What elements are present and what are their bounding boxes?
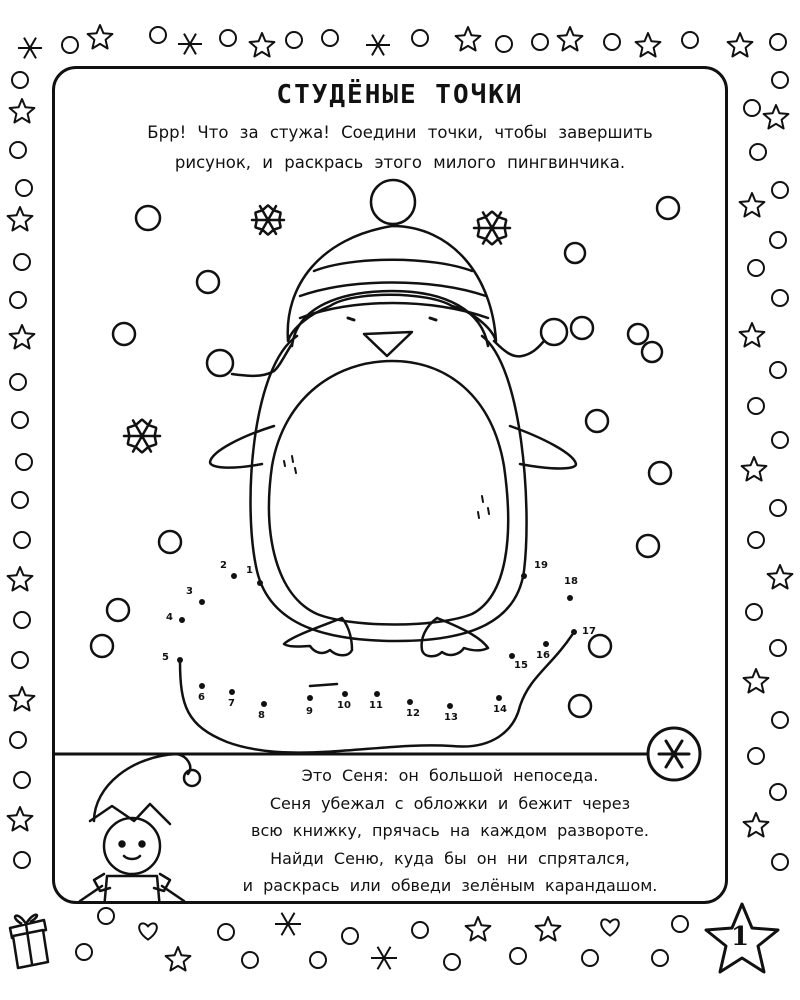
snowflake-icon (124, 206, 510, 453)
dot-label: 17 (582, 626, 596, 637)
elf-text-line-3: всю книжку, прячась на каждом развороте. (251, 821, 649, 840)
dot-point (374, 691, 380, 697)
dot-label: 19 (534, 560, 548, 571)
snowball-circle (113, 323, 135, 345)
dot-point (307, 695, 313, 701)
dot-point (257, 580, 263, 586)
circle-icon (150, 27, 166, 43)
dot-label: 3 (186, 586, 193, 597)
circle-icon (748, 398, 764, 414)
page-number: 1 (730, 922, 750, 952)
snowflake-icon (474, 212, 510, 244)
dot-point (509, 653, 515, 659)
circle-icon (746, 604, 762, 620)
circle-icon (582, 950, 598, 966)
circle-icon (16, 454, 32, 470)
heart-icon (139, 923, 157, 939)
page-title: СТУДЁНЫЕ ТОЧКИ (276, 80, 524, 110)
circle-icon (14, 254, 30, 270)
dot-point (342, 691, 348, 697)
star-icon (740, 323, 765, 347)
snowball-circle (657, 197, 679, 219)
circle-icon (770, 784, 786, 800)
elf-text-line-2: Сеня убежал с обложки и бежит через (269, 793, 631, 813)
snowball-circle (136, 206, 160, 230)
dot-label: 15 (514, 660, 528, 671)
dot-point (543, 641, 549, 647)
snowball-circle (107, 599, 129, 621)
star-icon (8, 807, 33, 831)
star-icon (88, 25, 113, 49)
circle-icon (10, 142, 26, 158)
dot-point (229, 689, 235, 695)
star-icon (744, 669, 769, 693)
circle-icon (14, 612, 30, 628)
dot-point (199, 599, 205, 605)
dot-point (177, 657, 183, 663)
snowflake-icon (252, 206, 284, 235)
circle-icon (14, 852, 30, 868)
ice-line (310, 684, 337, 686)
circle-icon (532, 34, 548, 50)
circle-icon (510, 948, 526, 964)
elf-instructions (200, 762, 700, 900)
penguin-belly (269, 361, 508, 625)
circle-icon (218, 924, 234, 940)
snowball-circle (628, 324, 648, 344)
circle-icon (62, 37, 78, 53)
snowball-circle (91, 635, 113, 657)
dot-label: 4 (166, 612, 173, 623)
dot-label: 13 (444, 712, 458, 723)
dot-point (231, 573, 237, 579)
circle-icon (286, 32, 302, 48)
dot-point (407, 699, 413, 705)
circle-icon (748, 748, 764, 764)
circle-icon (412, 922, 428, 938)
star-icon (10, 325, 35, 349)
snowflake-icon (178, 34, 202, 55)
snowball-circle (159, 531, 181, 553)
snowball-circles (91, 197, 679, 717)
snowball-circle (565, 243, 585, 263)
circle-icon (412, 30, 428, 46)
circle-icon (772, 182, 788, 198)
star-icon (558, 27, 583, 51)
snowflake-icon (371, 947, 397, 970)
dot-point (567, 595, 573, 601)
elf-text-line-1: Это Сеня: он большой непоседа. (301, 766, 599, 785)
snowflake-icon (275, 913, 301, 936)
star-icon (728, 33, 753, 57)
star-icon (536, 917, 561, 941)
penguin-beak (364, 332, 412, 356)
snowball-circle (571, 317, 593, 339)
dot-label: 7 (228, 698, 235, 709)
star-icon (636, 33, 661, 57)
penguin-head (292, 291, 488, 346)
circle-icon (672, 916, 688, 932)
star-icon (10, 687, 35, 711)
star-icon (456, 27, 481, 51)
circle-icon (310, 952, 326, 968)
circle-icon (12, 412, 28, 428)
circle-icon (770, 34, 786, 50)
circle-icon (682, 32, 698, 48)
elf-text-line-5: и раскрась или обведи зелёным карандашом. (242, 876, 658, 895)
dot-point (447, 703, 453, 709)
circle-icon (772, 854, 788, 870)
circle-icon (772, 290, 788, 306)
circle-icon (342, 928, 358, 944)
dot-point (521, 573, 527, 579)
circle-icon (14, 772, 30, 788)
elf-character (80, 754, 200, 904)
gift-icon (4, 906, 52, 970)
circle-icon (16, 180, 32, 196)
circle-icon (770, 232, 786, 248)
circle-icon (772, 432, 788, 448)
circle-icon (444, 954, 460, 970)
star-icon (8, 207, 33, 231)
star-icon (740, 193, 765, 217)
star-icon (166, 947, 191, 971)
star-icon (768, 565, 793, 589)
dot-label: 12 (406, 708, 420, 719)
circle-icon (220, 30, 236, 46)
circle-icon (10, 374, 26, 390)
dot-label: 11 (369, 700, 383, 711)
snowflake-icon (124, 420, 160, 452)
circle-icon (76, 944, 92, 960)
circle-icon (496, 36, 512, 52)
circle-icon (98, 908, 114, 924)
dot-label: 6 (198, 692, 205, 703)
circle-icon (748, 532, 764, 548)
star-icon (466, 917, 491, 941)
dot-point (179, 617, 185, 623)
dot-point (496, 695, 502, 701)
dot-label: 16 (536, 650, 550, 661)
star-icon (8, 567, 33, 591)
heart-icon (601, 919, 619, 935)
star-icon (250, 33, 275, 57)
dot-label: 18 (564, 576, 578, 587)
dot-point (199, 683, 205, 689)
dot-label: 10 (337, 700, 351, 711)
snowball-circle (197, 271, 219, 293)
intro-line-1: Брр! Что за стужа! Соедини точки, чтобы завершить (147, 123, 653, 142)
circle-icon (604, 34, 620, 50)
snowball-circle (586, 410, 608, 432)
snowball-circle (649, 462, 671, 484)
circle-icon (770, 362, 786, 378)
dot-label: 1 (246, 565, 253, 576)
hat-pompom (371, 180, 415, 224)
dot-label: 9 (306, 706, 313, 717)
circle-icon (10, 732, 26, 748)
dot-point (571, 629, 577, 635)
snowflake-icon (366, 35, 390, 56)
circle-icon (770, 640, 786, 656)
circle-icon (242, 952, 258, 968)
dot-point (261, 701, 267, 707)
star-icon (744, 813, 769, 837)
dot-label: 8 (258, 710, 265, 721)
circle-icon (12, 652, 28, 668)
elf-text-line-4: Найди Сеню, куда бы он ни спрятался, (270, 848, 630, 868)
dot-label: 14 (493, 704, 507, 715)
dot-label: 2 (220, 560, 227, 571)
circle-icon (12, 492, 28, 508)
penguin-wing-left (210, 426, 274, 468)
hat-string-ball-left (207, 350, 233, 376)
circle-icon (652, 950, 668, 966)
circle-icon (750, 144, 766, 160)
snowball-circle (637, 535, 659, 557)
snowball-circle (589, 635, 611, 657)
snowball-circle (569, 695, 591, 717)
star-icon (742, 457, 767, 481)
circle-icon (770, 500, 786, 516)
penguin-foot-right (422, 618, 488, 656)
hat-string-ball-right (541, 319, 567, 345)
circle-icon (748, 260, 764, 276)
circle-icon (14, 532, 30, 548)
circle-icon (10, 292, 26, 308)
snowball-circle (642, 342, 662, 362)
circle-icon (772, 712, 788, 728)
dot-label: 5 (162, 652, 169, 663)
intro-line-2: рисунок, и раскрась этого милого пингвинчика. (174, 153, 626, 172)
circle-icon (322, 30, 338, 46)
snowflake-icon (18, 38, 42, 59)
